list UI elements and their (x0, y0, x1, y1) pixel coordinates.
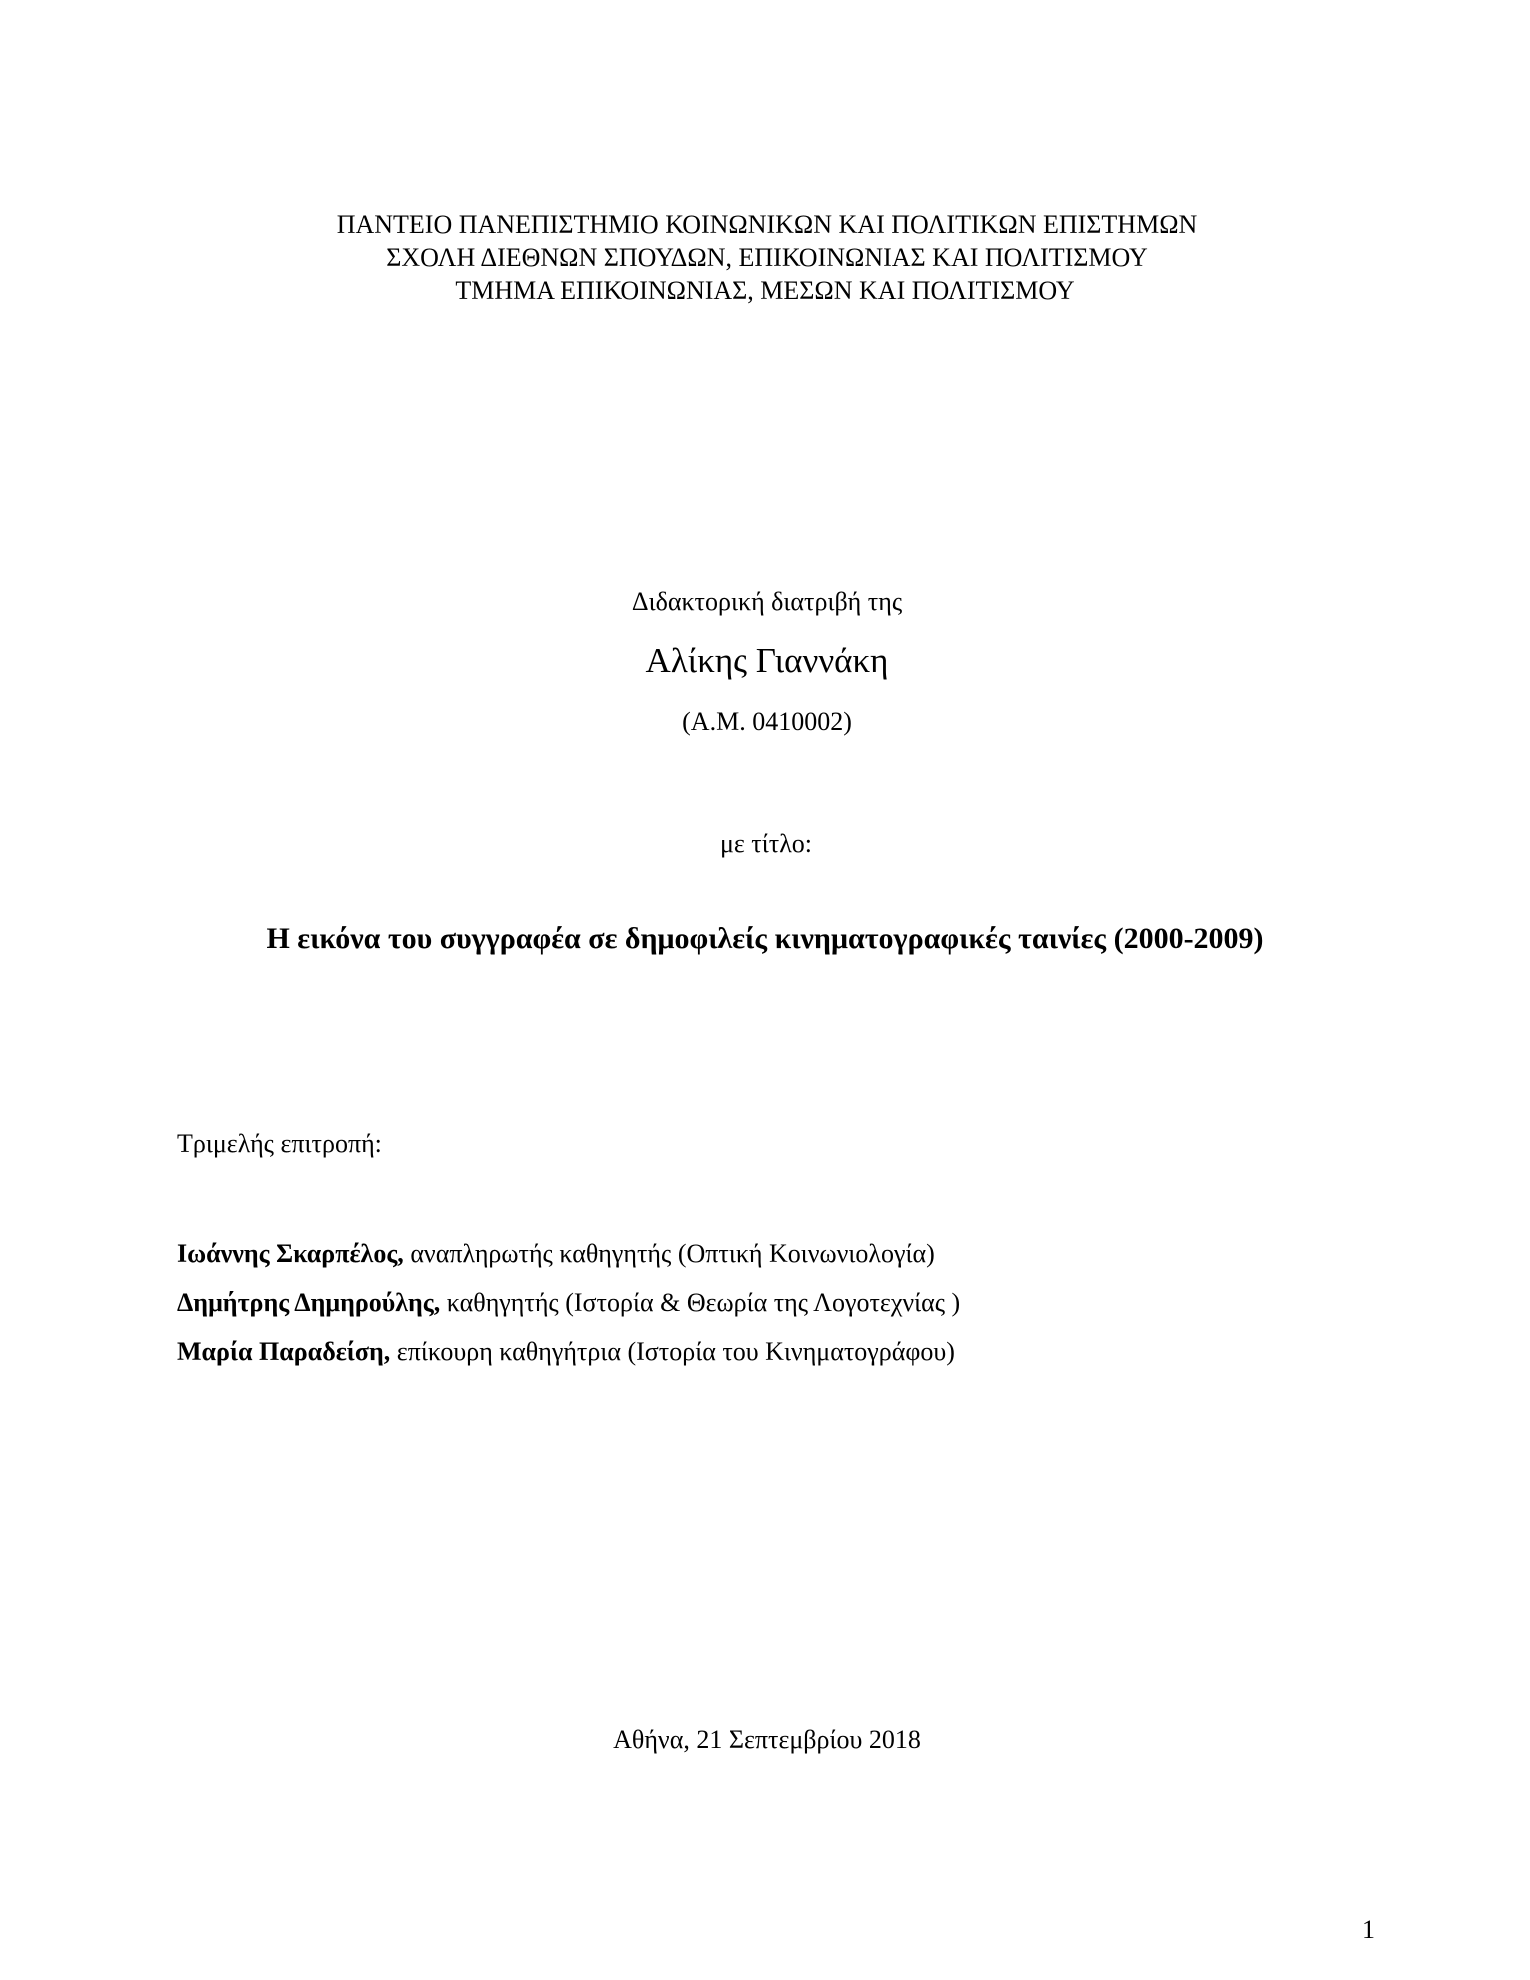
institution-header (0, 208, 1530, 307)
committee-member (177, 1278, 960, 1327)
committee-member-role: αναπληρωτής καθηγητής (Οπτική Κοινωνιολογία) (403, 1239, 935, 1268)
university-name: ΠΑΝΤΕΙΟ ΠΑΝΕΠΙΣΤΗΜΙΟ ΚΟΙΝΩΝΙΚΩΝ ΚΑΙ ΠΟΛΙΤΙΚΩΝ ΕΠΙΣΤΗΜΩΝ (336, 210, 1198, 239)
committee-member-role: επίκουρη καθηγήτρια (Ιστορία του Κινηματογράφου) (390, 1337, 955, 1366)
committee-member-name: Ιωάννης Σκαρπέλος, (177, 1239, 404, 1268)
committee-member-role: καθηγητής (Ιστορία & Θεωρία της Λογοτεχνίας ) (440, 1288, 961, 1317)
thesis-title: Η εικόνα του συγγραφέα σε δημοφιλείς κινηματογραφικές ταινίες (2000-2009) (266, 922, 1264, 955)
dissertation-label: Διδακτορική διατριβή της (631, 587, 903, 616)
committee-member (177, 1229, 960, 1278)
committee-member-name: Μαρία Παραδείση, (177, 1337, 391, 1366)
committee-member-name: Δημήτρης Δημηρούλης, (177, 1288, 441, 1317)
committee-list (177, 1229, 960, 1376)
place-and-date: Αθήνα, 21 Σεπτεμβρίου 2018 (613, 1725, 921, 1754)
committee-member (177, 1327, 960, 1376)
author-name: Αλίκης Γιαννάκη (645, 641, 889, 680)
registration-number: (Α.Μ. 0410002) (682, 707, 852, 736)
page-number: 1 (1362, 1915, 1375, 1944)
department-name: ΤΜΗΜΑ ΕΠΙΚΟΙΝΩΝΙΑΣ, ΜΕΣΩΝ ΚΑΙ ΠΟΛΙΤΙΣΜΟΥ (455, 276, 1075, 305)
committee-label: Τριμελής επιτροπή: (177, 1129, 382, 1158)
title-label: με τίτλο: (719, 829, 813, 858)
school-name: ΣΧΟΛΗ ΔΙΕΘΝΩΝ ΣΠΟΥΔΩΝ, ΕΠΙΚΟΙΝΩΝΙΑΣ ΚΑΙ ΠΟΛΙΤΙΣΜΟΥ (386, 243, 1148, 272)
